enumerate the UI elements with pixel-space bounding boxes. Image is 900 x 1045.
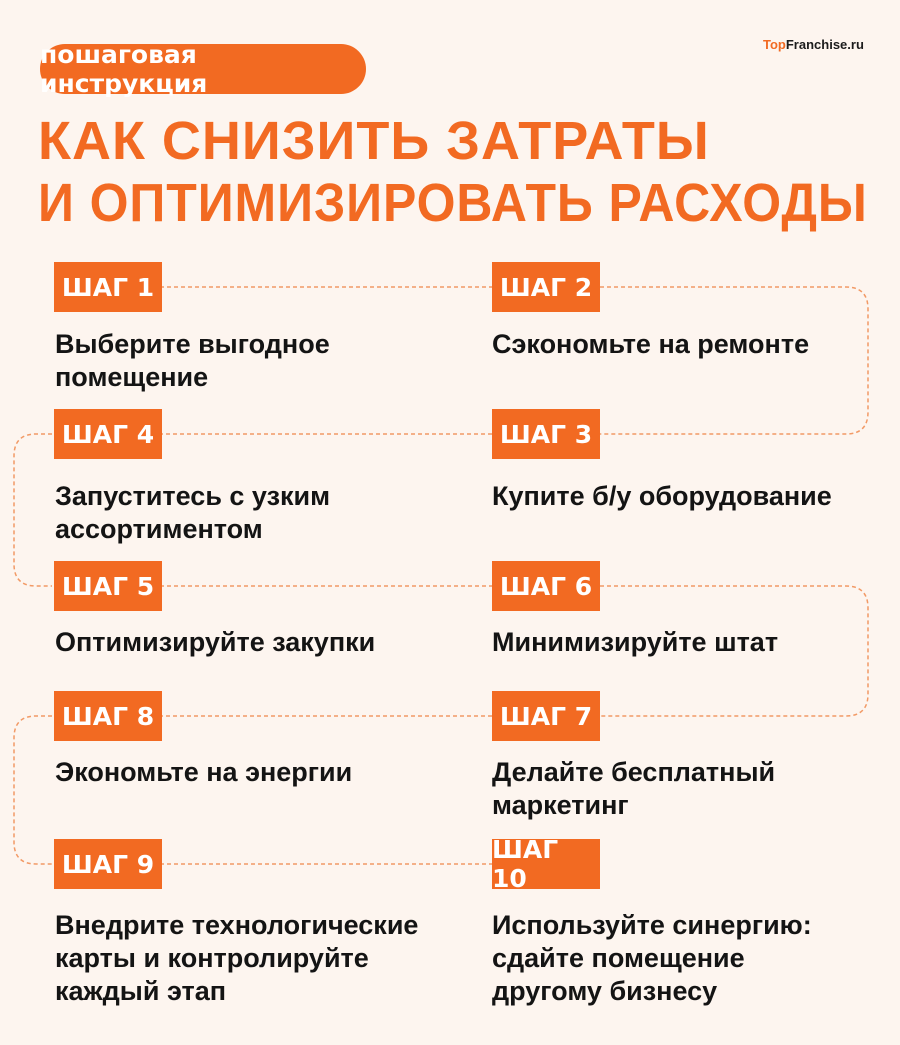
step-3-badge: ШАГ 3 <box>492 409 600 459</box>
step-10-text: Используйте синергию: сдайте помещение другому бизнесу <box>492 910 812 1006</box>
step-8-text: Экономьте на энергии <box>55 757 353 787</box>
title-line-2: И ОПТИМИЗИРОВАТЬ РАСХОДЫ <box>38 173 868 233</box>
step-5-badge: ШАГ 5 <box>54 561 162 611</box>
step-9-text: Внедрите технологические карты и контролируйте каждый этап <box>55 910 419 1006</box>
step-3-text: Купите б/у оборудование <box>492 481 832 511</box>
step-7-badge: ШАГ 7 <box>492 691 600 741</box>
step-1-badge: ШАГ 1 <box>54 262 162 312</box>
step-2-badge: ШАГ 2 <box>492 262 600 312</box>
section-pill <box>40 40 366 98</box>
page-title <box>38 110 868 172</box>
step-5-text: Оптимизируйте закупки <box>55 627 376 657</box>
page-title-second <box>38 172 868 234</box>
step-1-text: Выберите выгодное помещение <box>55 329 330 392</box>
step-4-badge: ШАГ 4 <box>54 409 162 459</box>
step-10-badge: ШАГ 10 <box>492 839 600 889</box>
step-4-text: Запуститесь с узким ассортиментом <box>55 481 331 544</box>
pill-label: пошаговая инструкция <box>40 40 208 98</box>
title-line-1: КАК СНИЗИТЬ ЗАТРАТЫ <box>38 111 710 171</box>
step-7-text: Делайте бесплатный маркетинг <box>492 757 776 820</box>
step-6-text: Минимизируйте штат <box>492 627 779 657</box>
step-9-badge: ШАГ 9 <box>54 839 162 889</box>
step-6-badge: ШАГ 6 <box>492 561 600 611</box>
brand-logo: TopFranchise.ru <box>763 37 864 52</box>
step-8-badge: ШАГ 8 <box>54 691 162 741</box>
step-2-text: Сэкономьте на ремонте <box>492 329 810 359</box>
